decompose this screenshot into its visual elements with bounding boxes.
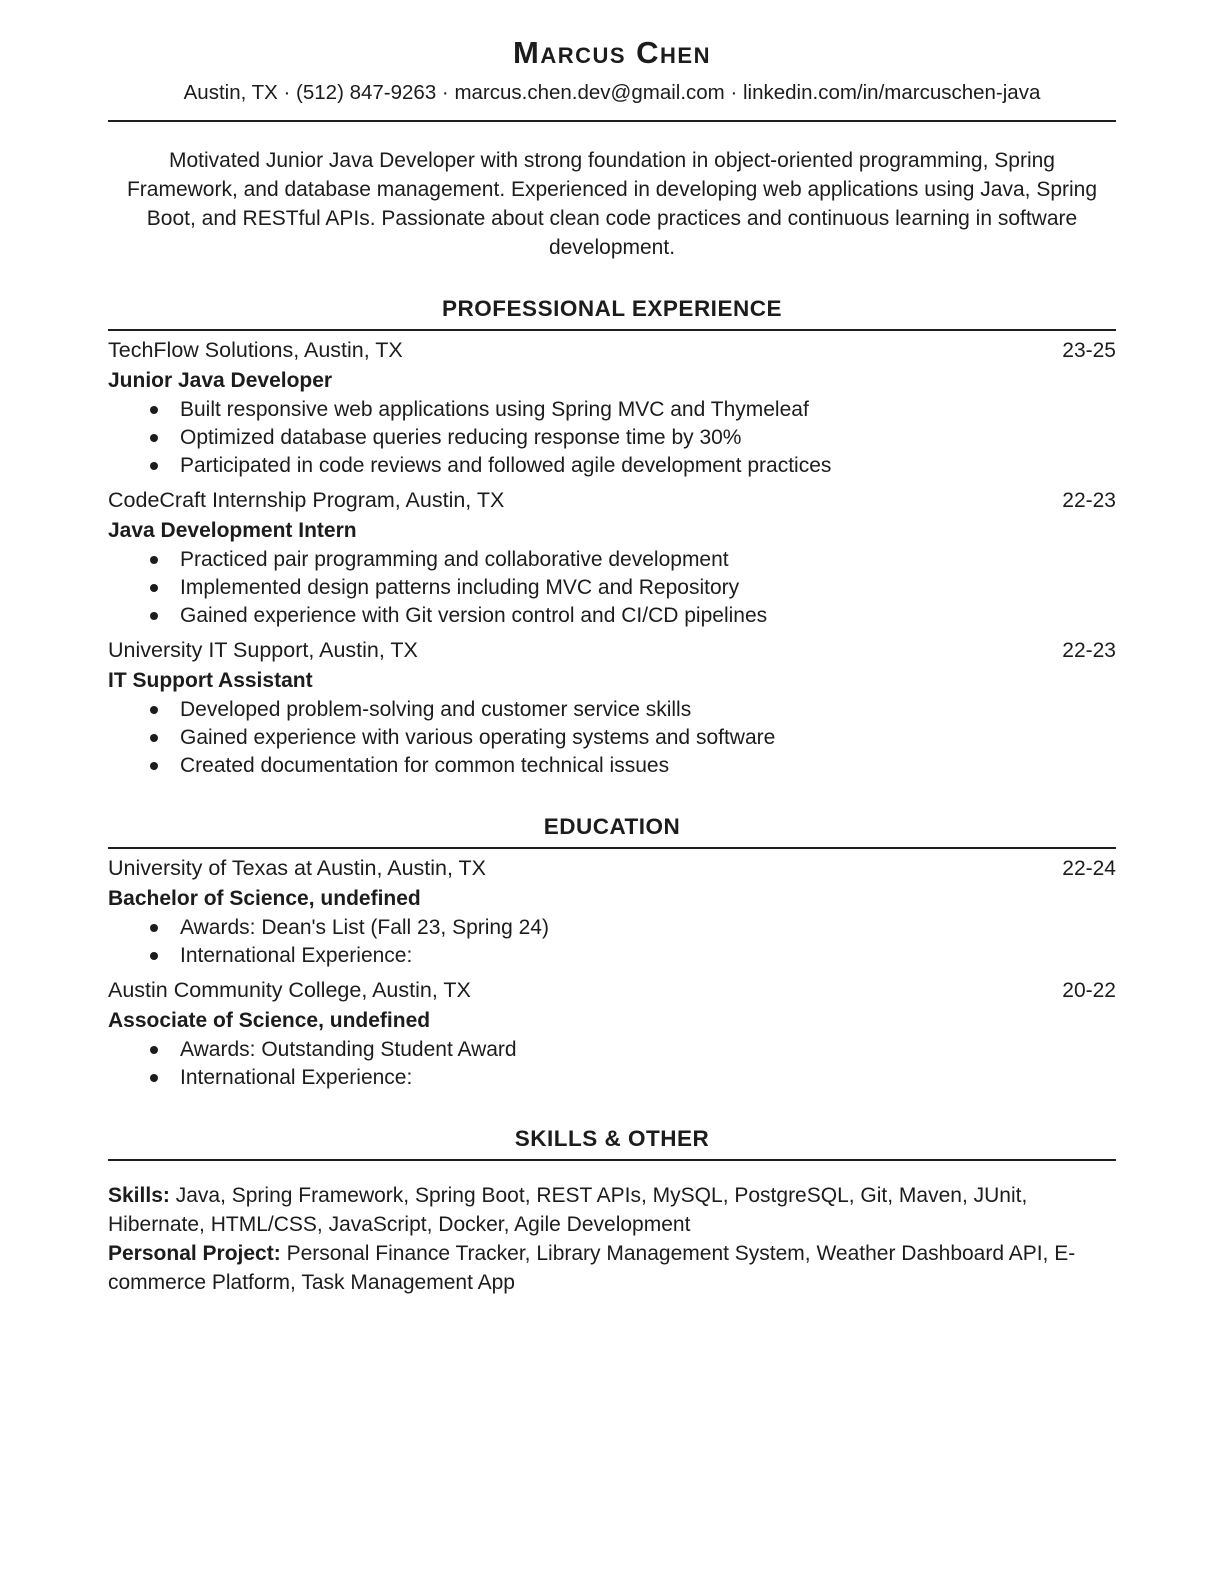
bullet-item: International Experience: — [108, 1064, 1116, 1092]
bullet-list — [108, 396, 1116, 480]
bullet-item: International Experience: — [108, 942, 1116, 970]
date-range: 22-23 — [1062, 488, 1116, 512]
date-range: 22-23 — [1062, 638, 1116, 662]
company-name: TechFlow Solutions, Austin, TX — [108, 337, 403, 362]
experience-entry — [108, 635, 1116, 780]
bullet-item: Awards: Dean's List (Fall 23, Spring 24) — [108, 914, 1116, 942]
experience-entry — [108, 335, 1116, 480]
degree-title: Bachelor of Science, undefined — [108, 886, 421, 910]
experience-entry — [108, 485, 1116, 630]
bullet-item: Awards: Outstanding Student Award — [108, 1036, 1116, 1064]
date-range: 22-24 — [1062, 856, 1116, 880]
job-title: Java Development Intern — [108, 518, 357, 542]
section-education — [108, 814, 1116, 1092]
bullet-list — [108, 914, 1116, 970]
section-skills-other — [108, 1126, 1116, 1297]
contact-line: Austin, TX · (512) 847-9263 · marcus.chen.dev@gmail.com · linkedin.com/in/marcuschen-java — [183, 81, 1041, 105]
school-name: University of Texas at Austin, Austin, TX — [108, 855, 487, 880]
skills-block — [108, 1181, 1116, 1297]
bullet-item: Practiced pair programming and collaborative development — [108, 546, 1116, 574]
bullet-list — [108, 696, 1116, 780]
summary-paragraph: Motivated Junior Java Developer with strong foundation in object-oriented programming, Spring Framework, and database management. Experienced in developing web applications using Java, Spring Boot, and RESTful APIs. Passionate about clean code practices and continuous learning in software development. — [126, 148, 1098, 259]
resume-name: Marcus Chen — [513, 35, 711, 70]
bullet-item: Implemented design patterns including MVC and Repository — [108, 574, 1116, 602]
bullet-item: Built responsive web applications using Spring MVC and Thymeleaf — [108, 396, 1116, 424]
bullet-item: Gained experience with various operating systems and software — [108, 724, 1116, 752]
company-name: University IT Support, Austin, TX — [108, 637, 418, 662]
degree-title: Associate of Science, undefined — [108, 1008, 431, 1032]
projects-text: Personal Finance Tracker, Library Management System, Weather Dashboard API, E-commerce Platform, Task Management App — [108, 1241, 1076, 1294]
education-entry — [108, 975, 1116, 1092]
bullet-list — [108, 1036, 1116, 1092]
skills-line — [108, 1181, 1116, 1239]
skills-text: Java, Spring Framework, Spring Boot, REST APIs, MySQL, PostgreSQL, Git, Maven, JUnit, Hibernate, HTML/CSS, JavaScript, Docker, Agile Development — [108, 1183, 1028, 1236]
projects-line — [108, 1239, 1116, 1297]
bullet-item: Optimized database queries reducing response time by 30% — [108, 424, 1116, 452]
skills-label: Skills: — [108, 1183, 170, 1207]
bullet-item: Gained experience with Git version control and CI/CD pipelines — [108, 602, 1116, 630]
header-divider — [108, 120, 1116, 122]
date-range: 23-25 — [1062, 338, 1116, 362]
company-name: CodeCraft Internship Program, Austin, TX — [108, 487, 505, 512]
bullet-item: Created documentation for common technical issues — [108, 752, 1116, 780]
school-name: Austin Community College, Austin, TX — [108, 977, 471, 1002]
date-range: 20-22 — [1062, 978, 1116, 1002]
job-title: IT Support Assistant — [108, 668, 313, 692]
job-title: Junior Java Developer — [108, 368, 333, 392]
projects-label: Personal Project: — [108, 1241, 281, 1265]
bullet-item: Developed problem-solving and customer service skills — [108, 696, 1116, 724]
bullet-list — [108, 546, 1116, 630]
section-experience — [108, 296, 1116, 780]
education-entry — [108, 853, 1116, 970]
experience-heading: PROFESSIONAL EXPERIENCE — [108, 296, 1116, 331]
education-heading: EDUCATION — [108, 814, 1116, 849]
bullet-item: Participated in code reviews and followed agile development practices — [108, 452, 1116, 480]
skills-other-heading: SKILLS & OTHER — [108, 1126, 1116, 1161]
